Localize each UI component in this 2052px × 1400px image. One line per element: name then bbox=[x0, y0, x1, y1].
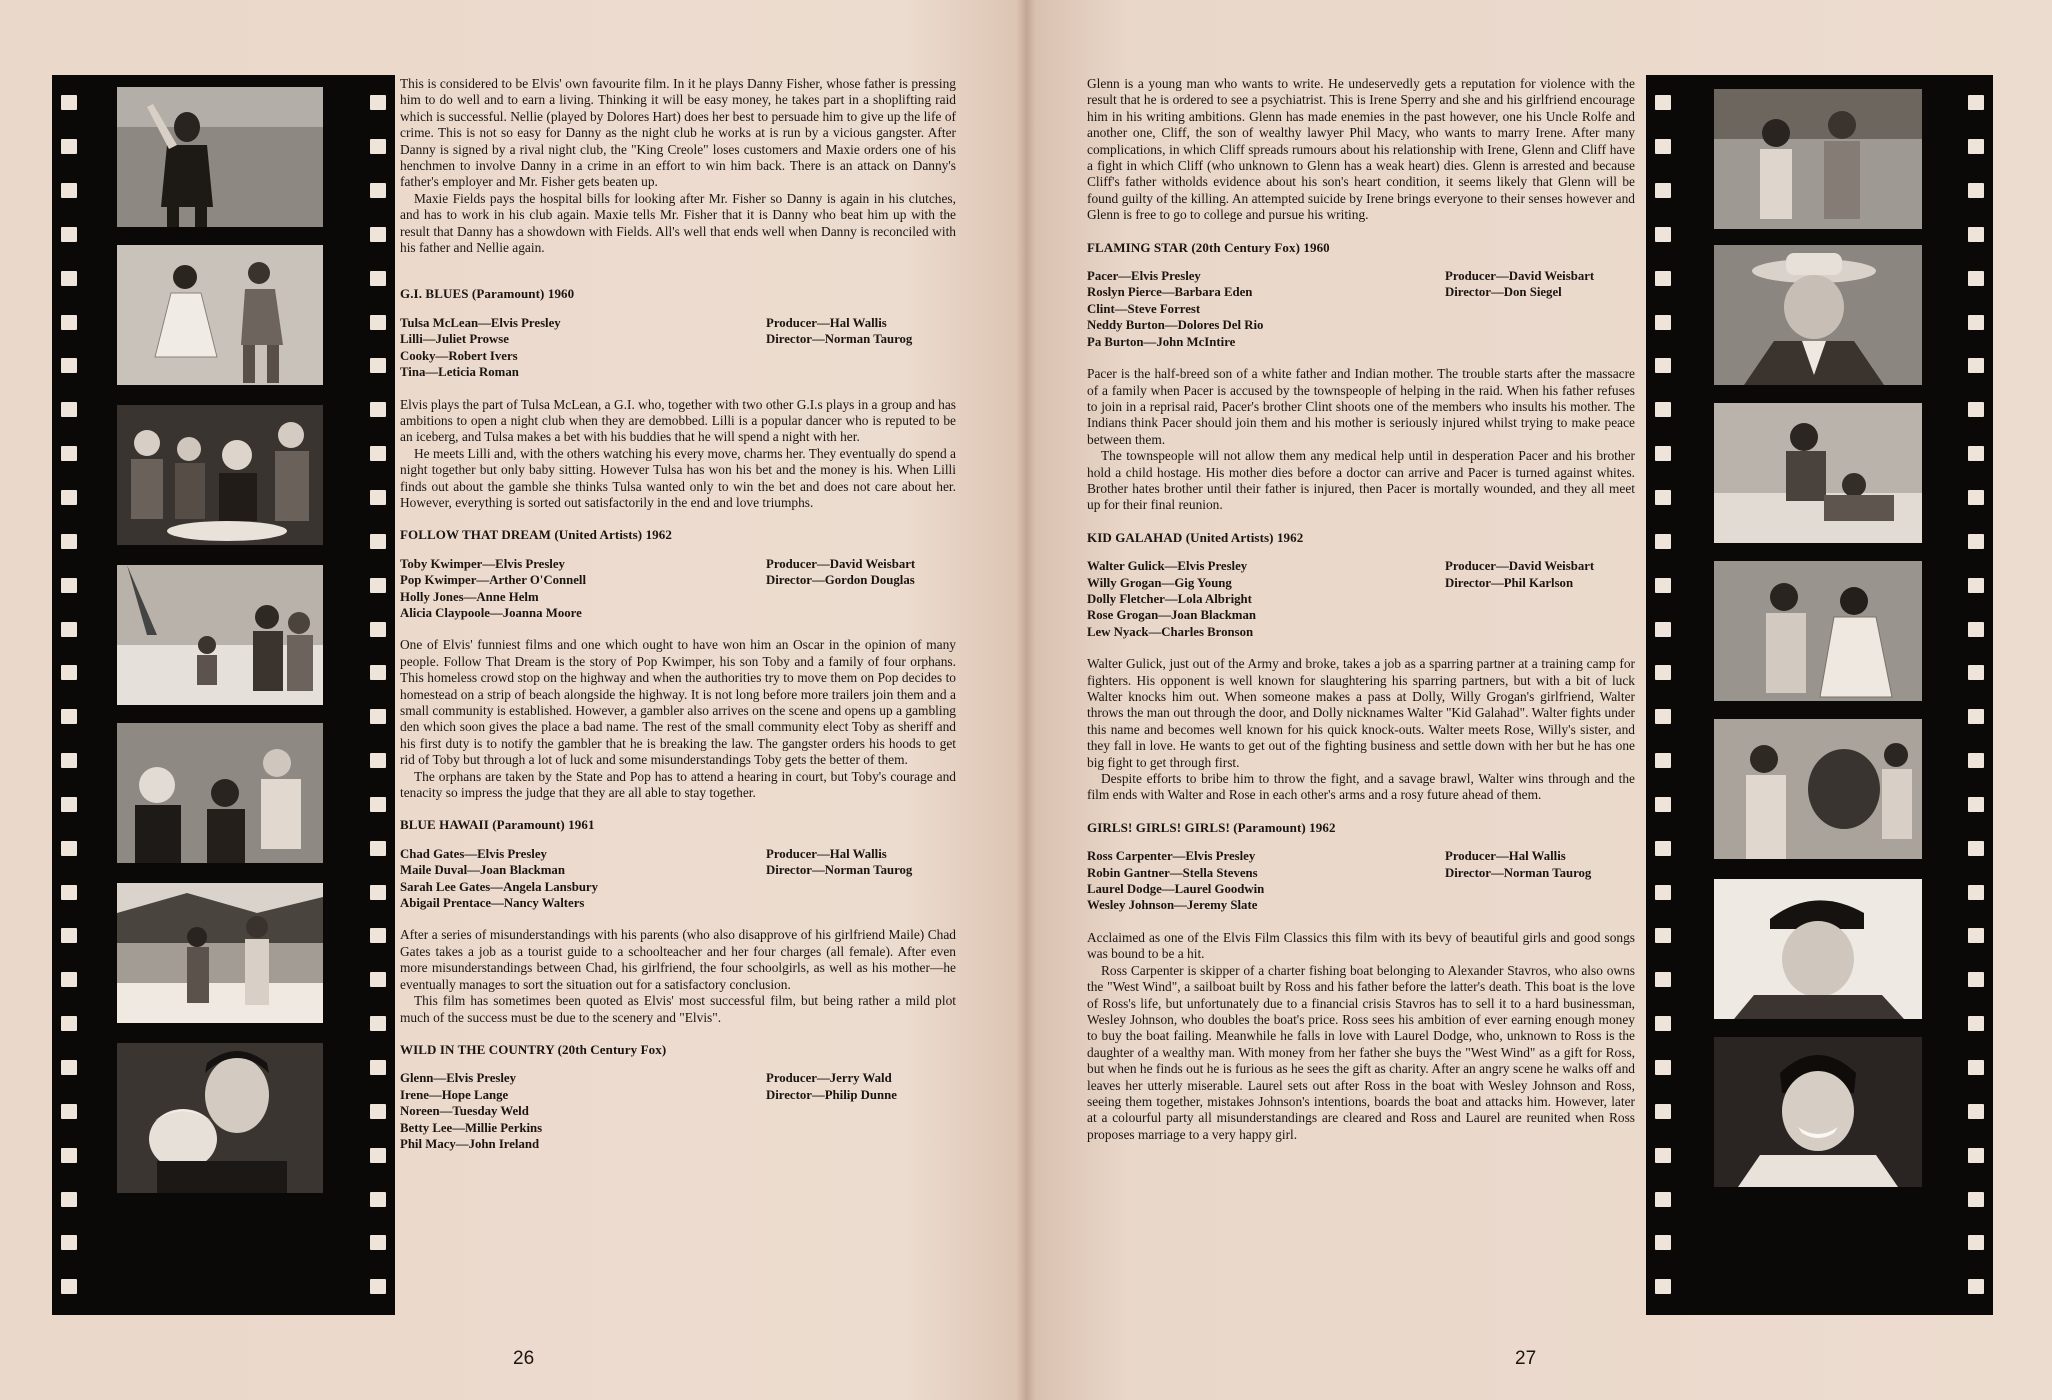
sprocket-hole bbox=[1968, 797, 1984, 812]
film-credits bbox=[400, 315, 956, 381]
sprocket-hole bbox=[61, 271, 77, 286]
sprocket-hole bbox=[1968, 753, 1984, 768]
intro-paragraph: Maxie Fields pays the hospital bills for looking after Mr. Fisher so Danny is again in his clutches, and has to work in his club again. Maxie tells Mr. Fisher that it is Danny who beat him up with the result that Danny has a showdown with Fields. All's well that ends well when Danny is reconciled with his father and Nellie again. bbox=[400, 190, 956, 256]
sprocket-hole bbox=[1968, 928, 1984, 943]
sprocket-hole bbox=[370, 358, 386, 373]
film-entry-blue-hawaii bbox=[400, 817, 956, 1025]
sprocket-hole bbox=[1968, 972, 1984, 987]
cast-list bbox=[1087, 848, 1264, 914]
sprocket-hole bbox=[1968, 183, 1984, 198]
crew-item: Producer—David Weisbart bbox=[1445, 269, 1595, 284]
cast-item: Rose Grogan—Joan Blackman bbox=[1087, 608, 1256, 623]
sprocket-hole bbox=[1968, 1148, 1984, 1163]
sprocket-hole bbox=[1968, 1104, 1984, 1119]
sprocket-hole bbox=[61, 446, 77, 461]
sprocket-hole bbox=[370, 446, 386, 461]
sprocket-holes-right bbox=[370, 75, 386, 1315]
film-credits bbox=[1087, 848, 1635, 914]
sprocket-hole bbox=[1655, 183, 1671, 198]
cast-item: Phil Macy—John Ireland bbox=[400, 1136, 540, 1151]
cast-item: Alicia Claypoole—Joanna Moore bbox=[400, 605, 582, 620]
crew-item: Director—Norman Taurog bbox=[1445, 865, 1592, 880]
cast-item: Chad Gates—Elvis Presley bbox=[400, 846, 547, 861]
film-still-boxing-training bbox=[1714, 719, 1922, 859]
sprocket-hole bbox=[61, 1016, 77, 1031]
sprocket-hole bbox=[370, 95, 386, 110]
film-still-couple-outdoors bbox=[1714, 89, 1922, 229]
sprocket-hole bbox=[1655, 490, 1671, 505]
cast-item: Robin Gantner—Stella Stevens bbox=[1087, 865, 1258, 880]
sprocket-hole bbox=[1655, 271, 1671, 286]
sprocket-hole bbox=[370, 665, 386, 680]
sprocket-hole bbox=[1655, 358, 1671, 373]
sprocket-hole bbox=[1655, 139, 1671, 154]
sprocket-hole bbox=[370, 928, 386, 943]
crew-list bbox=[1445, 558, 1635, 640]
sprocket-hole bbox=[1968, 227, 1984, 242]
sprocket-hole bbox=[1968, 1235, 1984, 1250]
sprocket-hole bbox=[1655, 1235, 1671, 1250]
film-still-elvis-portrait bbox=[1714, 1037, 1922, 1187]
sprocket-hole bbox=[61, 578, 77, 593]
cast-item: Pa Burton—John McIntire bbox=[1087, 334, 1236, 349]
cast-item: Roslyn Pierce—Barbara Eden bbox=[1087, 285, 1253, 300]
cast-item: Lilli—Juliet Prowse bbox=[400, 332, 509, 347]
sprocket-hole bbox=[1968, 402, 1984, 417]
cast-item: Lew Nyack—Charles Bronson bbox=[1087, 624, 1254, 639]
sprocket-holes-left bbox=[1655, 75, 1671, 1315]
sprocket-hole bbox=[1655, 315, 1671, 330]
right-text-column bbox=[1087, 76, 1635, 1143]
film-title: FOLLOW THAT DREAM (United Artists) 1962 bbox=[400, 527, 672, 543]
sprocket-hole bbox=[61, 1060, 77, 1075]
sprocket-hole bbox=[61, 1235, 77, 1250]
cast-item: Ross Carpenter—Elvis Presley bbox=[1087, 849, 1256, 864]
sprocket-hole bbox=[1655, 534, 1671, 549]
film-synopsis: After a series of misunderstandings with his parents (who also disapprove of his girlfriend Maile) Chad Gates takes a job as a tourist guide to a schoolteacher and her four charges (all female). After even more misunderstandings between Chad, his girlfriend, the four schoolgirls, as well as his mother—he eventually manages to sort the situation out for a satisfactory conclusion. bbox=[400, 927, 956, 992]
cast-item: Willy Grogan—Gig Young bbox=[1087, 575, 1232, 590]
sprocket-hole bbox=[1968, 446, 1984, 461]
sprocket-hole bbox=[61, 315, 77, 330]
sprocket-hole bbox=[1655, 797, 1671, 812]
sprocket-hole bbox=[1655, 972, 1671, 987]
sprocket-hole bbox=[370, 797, 386, 812]
sprocket-hole bbox=[1968, 271, 1984, 286]
film-entry-gi-blues bbox=[400, 286, 956, 511]
cast-item: Glenn—Elvis Presley bbox=[400, 1071, 517, 1086]
sprocket-hole bbox=[1968, 578, 1984, 593]
cast-item: Betty Lee—Millie Perkins bbox=[400, 1120, 543, 1135]
sprocket-hole bbox=[370, 841, 386, 856]
sprocket-hole bbox=[1655, 753, 1671, 768]
sprocket-hole bbox=[370, 1060, 386, 1075]
sprocket-hole bbox=[370, 490, 386, 505]
sprocket-hole bbox=[1968, 1279, 1984, 1294]
sprocket-hole bbox=[370, 753, 386, 768]
film-title: GIRLS! GIRLS! GIRLS! (Paramount) 1962 bbox=[1087, 819, 1336, 835]
film-still-captain-cap bbox=[1714, 879, 1922, 1019]
sprocket-hole bbox=[1655, 402, 1671, 417]
film-still-beach-scene bbox=[117, 565, 323, 705]
sprocket-hole bbox=[1655, 1279, 1671, 1294]
crew-item: Director—Don Siegel bbox=[1445, 285, 1562, 300]
crew-item: Producer—David Weisbart bbox=[766, 556, 916, 571]
sprocket-hole bbox=[1968, 841, 1984, 856]
film-title: G.I. BLUES (Paramount) 1960 bbox=[400, 286, 575, 302]
crew-item: Producer—Jerry Wald bbox=[766, 1071, 892, 1086]
film-synopsis: The townspeople will not allow them any medical help until in desperation Pacer and his brother hold a child hostage. His mother dies before a doctor can arrive and Pacer is turned against whites. Brother hates brother until their father is injured, then Pacer is mortally wounded, and they all meet up for their final reunion. bbox=[1087, 448, 1635, 513]
film-credits bbox=[1087, 268, 1635, 350]
film-still-dancing-couple bbox=[1714, 561, 1922, 701]
cast-item: Wesley Johnson—Jeremy Slate bbox=[1087, 898, 1258, 913]
cast-item: Maile Duval—Joan Blackman bbox=[400, 863, 565, 878]
sprocket-hole bbox=[1968, 315, 1984, 330]
cast-item: Tina—Leticia Roman bbox=[400, 365, 519, 380]
cast-item: Walter Gulick—Elvis Presley bbox=[1087, 559, 1248, 574]
cast-item: Cooky—Robert Ivers bbox=[400, 348, 518, 363]
film-still-hawaii-beach bbox=[117, 883, 323, 1023]
sprocket-hole bbox=[370, 1192, 386, 1207]
left-text-column bbox=[400, 76, 956, 1168]
sprocket-hole bbox=[61, 797, 77, 812]
sprocket-hole bbox=[1655, 1060, 1671, 1075]
cast-item: Neddy Burton—Dolores Del Rio bbox=[1087, 318, 1264, 333]
crew-item: Producer—Hal Wallis bbox=[766, 315, 887, 330]
sprocket-hole bbox=[370, 1148, 386, 1163]
cast-list bbox=[400, 315, 561, 381]
sprocket-hole bbox=[1655, 578, 1671, 593]
sprocket-hole bbox=[370, 709, 386, 724]
cast-item: Clint—Steve Forrest bbox=[1087, 301, 1201, 316]
sprocket-hole bbox=[370, 183, 386, 198]
sprocket-hole bbox=[370, 578, 386, 593]
sprocket-hole bbox=[1968, 1060, 1984, 1075]
sprocket-hole bbox=[61, 622, 77, 637]
sprocket-hole bbox=[61, 1148, 77, 1163]
crew-item: Producer—David Weisbart bbox=[1445, 559, 1595, 574]
sprocket-hole bbox=[370, 1104, 386, 1119]
sprocket-hole bbox=[1968, 1016, 1984, 1031]
cast-list bbox=[400, 846, 598, 912]
cast-item: Laurel Dodge—Laurel Goodwin bbox=[1087, 882, 1265, 897]
film-still-elvis-dancing bbox=[117, 87, 323, 227]
cast-item: Abigail Prentace—Nancy Walters bbox=[400, 896, 585, 911]
sprocket-hole bbox=[61, 402, 77, 417]
film-still-fight-scene bbox=[1714, 403, 1922, 543]
film-synopsis: This film has sometimes been quoted as Elvis' most successful film, but being rather a mild plot much of the success must be due to the scenery and "Elvis". bbox=[400, 993, 956, 1025]
page-gutter bbox=[1016, 0, 1036, 1400]
sprocket-hole bbox=[61, 358, 77, 373]
sprocket-hole bbox=[370, 315, 386, 330]
sprocket-hole bbox=[1968, 1192, 1984, 1207]
film-credits bbox=[400, 1070, 956, 1152]
cast-item: Holly Jones—Anne Helm bbox=[400, 589, 539, 604]
film-title: BLUE HAWAII (Paramount) 1961 bbox=[400, 817, 595, 833]
sprocket-hole bbox=[61, 709, 77, 724]
cast-item: Toby Kwimper—Elvis Presley bbox=[400, 556, 565, 571]
sprocket-hole bbox=[61, 665, 77, 680]
sprocket-hole bbox=[61, 534, 77, 549]
film-title: KID GALAHAD (United Artists) 1962 bbox=[1087, 529, 1304, 545]
cast-list bbox=[400, 1070, 542, 1152]
film-title: FLAMING STAR (20th Century Fox) 1960 bbox=[1087, 239, 1330, 255]
sprocket-hole bbox=[1655, 1148, 1671, 1163]
film-credits bbox=[1087, 558, 1635, 640]
crew-list bbox=[766, 556, 956, 622]
film-still-elvis-embrace bbox=[117, 1043, 323, 1193]
crew-item: Director—Phil Karlson bbox=[1445, 575, 1574, 590]
sprocket-hole bbox=[61, 1192, 77, 1207]
page-number-left: 26 bbox=[513, 1348, 535, 1369]
sprocket-hole bbox=[1968, 885, 1984, 900]
sprocket-hole bbox=[61, 95, 77, 110]
sprocket-hole bbox=[61, 972, 77, 987]
cast-list bbox=[1087, 558, 1256, 640]
crew-item: Producer—Hal Wallis bbox=[766, 846, 887, 861]
sprocket-hole bbox=[370, 1235, 386, 1250]
sprocket-hole bbox=[1968, 490, 1984, 505]
film-still-men-seated bbox=[117, 723, 323, 863]
sprocket-hole bbox=[370, 139, 386, 154]
sprocket-hole bbox=[1655, 841, 1671, 856]
sprocket-hole bbox=[1655, 1192, 1671, 1207]
crew-list bbox=[1445, 848, 1635, 914]
film-synopsis: Walter Gulick, just out of the Army and broke, takes a job as a sparring partner at a training camp for fighters. His opponent is well known for slaughtering his sparring partners, but with a bit of luck Walter knocks him out. When someone makes a pass at Dolly, Willy Grogan's girlfriend, Walter throws the man out through the door, and Dolly nicknames Walter "Kid Galahad". Walter fights under this name and becomes well known for his quick knock-outs. Walter meets Rose, Willy's sister, and they fall in love. He wants to get out of the fighting business and settle down with her but he has one big fight to get through first. bbox=[1087, 656, 1635, 770]
film-entry-follow-that-dream bbox=[400, 527, 956, 801]
crew-item: Director—Gordon Douglas bbox=[766, 573, 915, 588]
film-title: WILD IN THE COUNTRY (20th Century Fox) bbox=[400, 1041, 667, 1057]
sprocket-hole bbox=[61, 841, 77, 856]
film-synopsis: Pacer is the half-breed son of a white father and Indian mother. The trouble starts after the massacre of a family when Pacer is accused by the townspeople of helping in the raid. When his father refuses to join in a reprisal raid, Pacer's brother Clint shoots one of the members who insults his mother. The Indians think Pacer should join them and his mother is seriously injured whilst trying to make peace between them. bbox=[1087, 366, 1635, 447]
sprocket-hole bbox=[1655, 446, 1671, 461]
film-entry-flaming-star bbox=[1087, 240, 1635, 514]
film-synopsis: Despite efforts to bribe him to throw the fight, and a savage brawl, Walter wins through and the film ends with Walter and Rose in each other's arms and a rosy future ahead of them. bbox=[1087, 771, 1635, 803]
film-entry-girls-girls-girls bbox=[1087, 820, 1635, 1143]
film-synopsis: One of Elvis' funniest films and one which ought to have won him an Oscar in the opinion of many people. Follow That Dream is the story of Pop Kwimper, his son Toby and a family of four orphans. This homeless crowd stop on the highway and when the authorities try to move them on Pop decides to homestead on a strip of beach alongside the highway. It is not long before more trailers join them and a small community is established. However, a gambler also arrives on the scene and opens up a gambling den which soon gives the place a bad name. The rest of the small community elect Toby as sheriff and his first duty is to notify the gambler that he is breaking the law. The gangster orders his hoods to get rid of Toby but through a lot of luck and some misunderstandings Toby gets the better of them. bbox=[400, 637, 956, 768]
crew-list bbox=[766, 315, 956, 381]
sprocket-hole bbox=[61, 928, 77, 943]
sprocket-hole bbox=[1655, 95, 1671, 110]
filmstrip-left bbox=[52, 75, 395, 1315]
sprocket-hole bbox=[1968, 709, 1984, 724]
crew-item: Director—Norman Taurog bbox=[766, 863, 913, 878]
film-credits bbox=[400, 556, 956, 622]
sprocket-holes-right bbox=[1968, 75, 1984, 1315]
sprocket-hole bbox=[370, 1016, 386, 1031]
film-still-jitterbug-couple bbox=[117, 245, 323, 385]
cast-item: Dolly Fletcher—Lola Albright bbox=[1087, 591, 1252, 606]
sprocket-hole bbox=[61, 1279, 77, 1294]
cast-list bbox=[1087, 268, 1263, 350]
cast-item: Pop Kwimper—Arther O'Connell bbox=[400, 573, 587, 588]
film-credits bbox=[400, 846, 956, 912]
sprocket-hole bbox=[1655, 622, 1671, 637]
crew-item: Director—Norman Taurog bbox=[766, 332, 913, 347]
sprocket-hole bbox=[1968, 358, 1984, 373]
sprocket-hole bbox=[61, 227, 77, 242]
film-synopsis: Ross Carpenter is skipper of a charter fishing boat belonging to Alexander Stavros, who also owns the "West Wind", a sailboat built by Ross and his father before the latter's death. This boat is the love of Ross's life, but unfortunately due to a financial crisis Stavros has to sell it to a hard businessman, Wesley Johnson, who doubles the boat's price. Ross sees his ambition of ever earning enough money to buy the boat failing. Meanwhile he falls in love with Laurel Dodge, who, unknown to Ross is the daughter of a wealthy man. With money from her father she buys the "West Wind" as a gift for Ross, but when he finds out he is furious as he sees the gift as charity. After an angry scene he walks off and leaves her utterly miserable. Laurel sets out after Ross in the boat with Wesley Johnson and Ross, seeing them together, mistakes Johnson's intentions, boards the boat and attacks him. However, later at a colourful party all misunderstandings are cleared and Ross and Laurel are reunited when Ross proposes marriage to a very happy girl. bbox=[1087, 962, 1635, 1142]
sprocket-hole bbox=[370, 972, 386, 987]
film-entry-wild-in-the-country bbox=[400, 1042, 956, 1152]
sprocket-hole bbox=[1968, 139, 1984, 154]
film-synopsis: Acclaimed as one of the Elvis Film Classics this film with its bevy of beautiful girls and good songs was bound to be a hit. bbox=[1087, 929, 1635, 962]
sprocket-hole bbox=[61, 183, 77, 198]
film-synopsis: He meets Lilli and, with the others watching his every move, charms her. They eventually do spend a night together but only baby sitting. However Tulsa has won his bet and the money is his. When Lilli finds out about the gamble she thinks Tulsa wanted only to win the bet and does not care about her. However, everything is sorted out satisfactorily in the end and love triumphs. bbox=[400, 445, 956, 510]
sprocket-hole bbox=[370, 402, 386, 417]
sprocket-hole bbox=[1655, 1104, 1671, 1119]
film-synopsis: Elvis plays the part of Tulsa McLean, a G.I. who, together with two other G.I.s plays in a group and has ambitions to open a night club when they are demobbed. Lilli is a popular dancer who is reputed to be an iceberg, and Tulsa makes a bet with his buddies that he will spend a night with her. bbox=[400, 396, 956, 445]
crew-list bbox=[766, 846, 956, 912]
sprocket-hole bbox=[61, 1104, 77, 1119]
film-synopsis: The orphans are taken by the State and Pop has to attend a hearing in court, but Toby's courage and tenacity so impress the judge that they are all able to stay together. bbox=[400, 768, 956, 801]
sprocket-hole bbox=[1655, 709, 1671, 724]
cast-item: Tulsa McLean—Elvis Presley bbox=[400, 315, 561, 330]
sprocket-hole bbox=[61, 490, 77, 505]
cast-item: Pacer—Elvis Presley bbox=[1087, 269, 1201, 284]
crew-list bbox=[1445, 268, 1635, 350]
cast-item: Irene—Hope Lange bbox=[400, 1087, 509, 1102]
sprocket-hole bbox=[1968, 665, 1984, 680]
sprocket-hole bbox=[61, 139, 77, 154]
cast-item: Noreen—Tuesday Weld bbox=[400, 1104, 529, 1119]
sprocket-hole bbox=[61, 885, 77, 900]
film-entry-kid-galahad bbox=[1087, 530, 1635, 804]
cast-list bbox=[400, 556, 586, 622]
sprocket-hole bbox=[1655, 1016, 1671, 1031]
page-number-right: 27 bbox=[1515, 1348, 1537, 1369]
sprocket-hole bbox=[370, 271, 386, 286]
cast-item: Sarah Lee Gates—Angela Lansbury bbox=[400, 879, 599, 894]
film-still-soldiers-group bbox=[117, 405, 323, 545]
sprocket-hole bbox=[1968, 622, 1984, 637]
sprocket-hole bbox=[370, 1279, 386, 1294]
filmstrip-right bbox=[1646, 75, 1993, 1315]
sprocket-hole bbox=[1968, 534, 1984, 549]
crew-item: Producer—Hal Wallis bbox=[1445, 849, 1566, 864]
sprocket-hole bbox=[1655, 885, 1671, 900]
sprocket-hole bbox=[1655, 928, 1671, 943]
sprocket-hole bbox=[1655, 227, 1671, 242]
sprocket-hole bbox=[1655, 665, 1671, 680]
crew-item: Director—Philip Dunne bbox=[766, 1087, 897, 1102]
intro-paragraph: Glenn is a young man who wants to write. He undeservedly gets a reputation for violence with the result that he is ordered to see a psychiatrist. This is Irene Sperry and she and his girlfriend encourage him in his writing ambitions. Glenn has made enemies in the past however, one his Uncle Rolfe and another one, Cliff, the son of wealthy lawyer Phil Macy, who wants to marry Irene. After many complications, in which Cliff spreads rumours about his relationship with Irene, Glenn and Cliff have a fight in which Cliff (who unknown to Glenn has a weak heart) dies. Glenn is arrested and because Cliff's father witholds evidence about his son's heart condition, it seems likely that Glenn will be found guilty of the killing. An attempted suicide by Irene brings everyone to their senses however and Glenn is free to go to college and pursue his writing. bbox=[1087, 76, 1635, 223]
intro-paragraph: This is considered to be Elvis' own favourite film. In it he plays Danny Fisher, whose father is pressing him to do well and to earn a living. Thinking it will be easy money, he takes part in a shoplifting raid which is successful. Nellie (played by Dolores Hart) does her best to persuade him to give up the life of crime. This is not so easy for Danny as the night club he works at is run by a vicious gangster. After Danny is signed by a rival night club, the "King Creole" loses customers and Maxie orders one of his henchmen to involve Danny in a crime in an effort to win him back. There is an attack on Danny's father's employer and Mr. Fisher gets beaten up. bbox=[400, 76, 956, 190]
sprocket-hole bbox=[370, 622, 386, 637]
sprocket-hole bbox=[370, 227, 386, 242]
sprocket-hole bbox=[370, 885, 386, 900]
sprocket-hole bbox=[370, 534, 386, 549]
sprocket-hole bbox=[61, 753, 77, 768]
sprocket-hole bbox=[1968, 95, 1984, 110]
crew-list bbox=[766, 1070, 956, 1152]
sprocket-holes-left bbox=[61, 75, 77, 1315]
film-still-cowboy-hat bbox=[1714, 245, 1922, 385]
